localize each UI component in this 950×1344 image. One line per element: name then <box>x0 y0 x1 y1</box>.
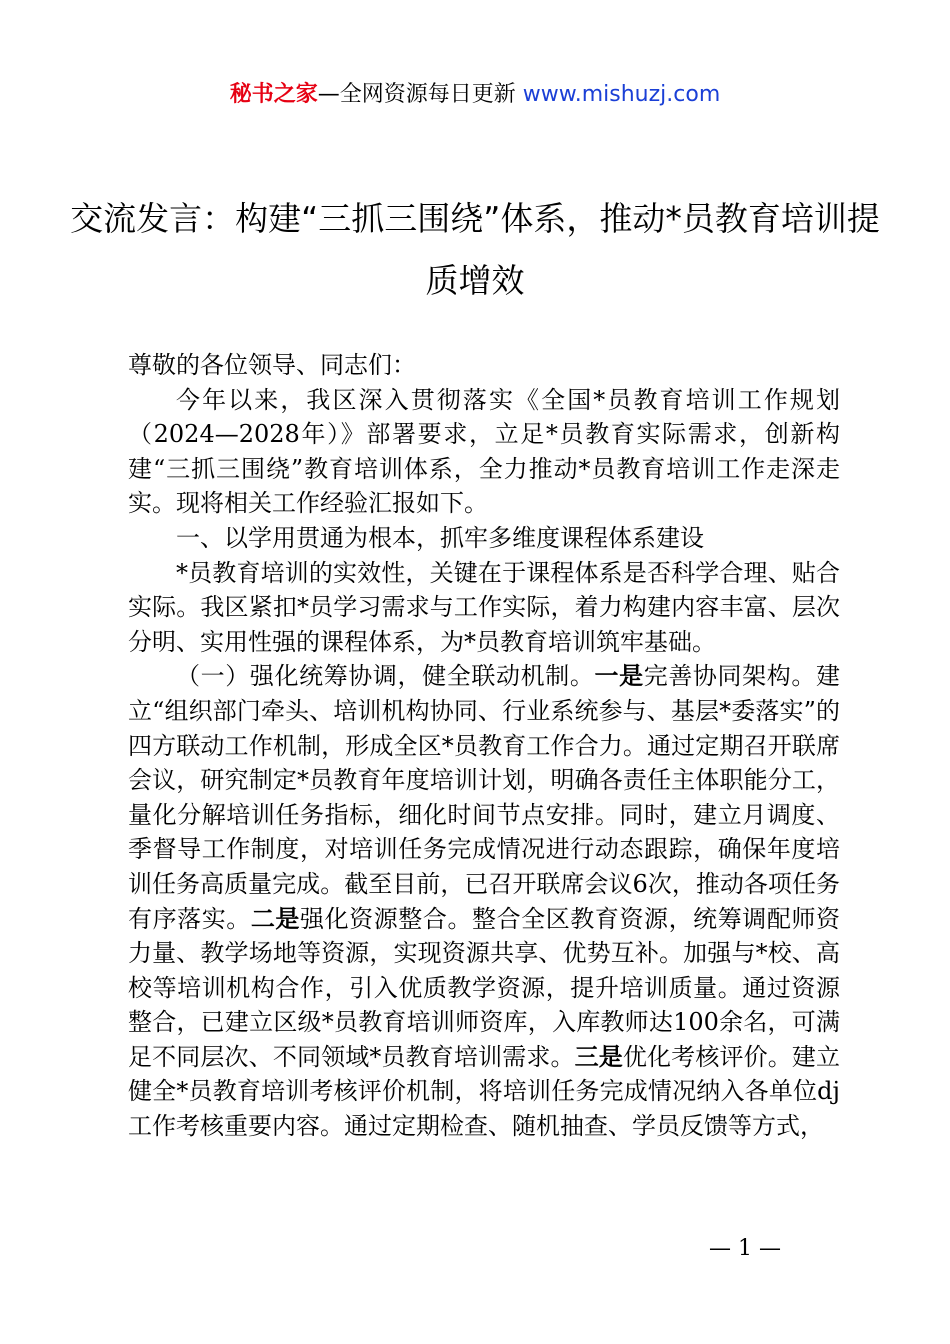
document-body <box>128 348 840 1144</box>
subsection-paragraph <box>128 659 840 1143</box>
point-marker-3: 三是 <box>574 1041 623 1071</box>
header-slogan: —全网资源每日更新 <box>317 82 523 107</box>
brand-name: 秘书之家 <box>229 82 318 107</box>
site-url-link[interactable]: www.mishuzj.com <box>522 82 721 107</box>
intro-paragraph: 今年以来，我区深入贯彻落实《全国*员教育培训工作规划（2024—2028年）》部署要求，立足*员教育实际需求，创新构建“三抓三围绕”教育培训体系，全力推动*员教育培训工作走深走实。现将相关工作经验汇报如下。 <box>128 385 840 518</box>
section-intro-paragraph: *员教育培训的实效性，关键在于课程体系是否科学合理、贴合实际。我区紧扣*员学习需求与工作实际，着力构建内容丰富、层次分明、实用性强的课程体系，为*员教育培训筑牢基础。 <box>128 558 840 656</box>
point-text-3: 优化考核评价。建立健全*员教育培训考核评价机制，将培训任务完成情况纳入各单位dj工作考核重要内容。通过定期检查、随机抽查、学员反馈等方式， <box>128 1042 841 1141</box>
point-marker-2: 二是 <box>250 903 301 933</box>
point-text-2: 强化资源整合。整合全区教育资源，统筹调配师资力量、教学场地等资源，实现资源共享、优势互补。加强与*校、高校等培训机构合作，引入优质教学资源，提升培训质量。通过资源整合，已建立区级*员教育培训师资库，入库教师达100余名，可满足不同层次、不同领域*员教育培训需求。 <box>128 904 841 1071</box>
section-heading: 一、以学用贯通为根本，抓牢多维度课程体系建设 <box>176 523 704 552</box>
point-text-1: 完善协同架构。建立“组织部门牵头、培训机构协同、行业系统参与、基层*委落实”的四方联动工作机制，形成全区*员教育工作合力。通过定期召开联席会议，研究制定*员教育年度培训计划，明确各责任主体职能分工，量化分解培训任务指标，细化时间节点安排。同时，建立月调度、季督导工作制度，对培训任务完成情况进行动态跟踪，确保年度培训任务高质量完成。截至目前，已召开联席会议6次，推动各项任务有序落实。 <box>128 662 841 933</box>
site-header <box>0 80 950 110</box>
document-title: 交流发言：构建“三抓三围绕”体系，推动*员教育培训提质增效 <box>70 199 880 300</box>
page-number: — 1 — <box>709 1236 781 1261</box>
subsection-lead: （一）强化统筹协调，健全联动机制。 <box>176 662 595 691</box>
point-marker-1: 一是 <box>594 661 644 691</box>
salutation: 尊敬的各位领导、同志们： <box>128 351 416 379</box>
